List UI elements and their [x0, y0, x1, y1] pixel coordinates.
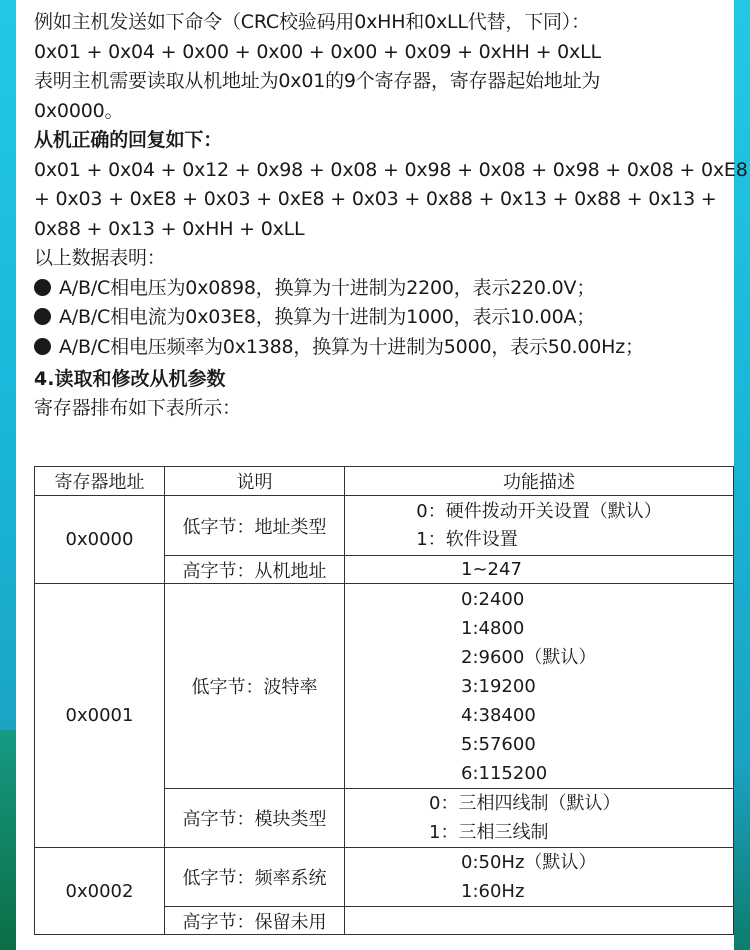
reply-line-3: 0x88 + 0x13 + 0xHH + 0xLL	[34, 217, 305, 240]
bullet-dot-icon	[34, 279, 51, 296]
document-card	[16, 0, 748, 950]
register-table	[34, 466, 734, 935]
reply-heading: 从机正确的回复如下：	[34, 129, 223, 151]
register-address: 0x0000	[35, 496, 165, 584]
register-description: 高字节：从机地址	[165, 556, 345, 584]
bullet-item: A/B/C相电压为0x0898，换算为十进制为2200，表示220.0V；	[34, 274, 722, 304]
register-description: 高字节：模块类型	[165, 789, 345, 848]
register-description: 低字节：地址类型	[165, 496, 345, 556]
register-address: 0x0001	[35, 584, 165, 848]
option-item: 1：三相三线制	[429, 822, 549, 843]
header-cell: 寄存器地址	[35, 467, 165, 496]
table-row	[35, 848, 734, 907]
header-cell: 说明	[165, 467, 345, 496]
option-item: 6:115200	[461, 762, 548, 784]
option-item: 4:38400	[461, 704, 536, 726]
table-row	[35, 496, 734, 556]
bullet-dot-icon	[34, 338, 51, 355]
register-description: 低字节：波特率	[165, 584, 345, 789]
section-title: 4.读取和修改从机参数	[34, 368, 226, 390]
option-item: 0：三相四线制（默认）	[429, 793, 621, 814]
option-item: 1~247	[461, 559, 522, 580]
table-header-row	[35, 467, 734, 496]
reply-line-2: + 0x03 + 0xE8 + 0x03 + 0xE8 + 0x03 + 0x88 + 0x13 + 0x88 + 0x13 +	[34, 188, 717, 210]
table-row	[35, 584, 734, 789]
intro-paragraph: 例如主机发送如下命令（CRC校验码用0xHH和0xLL代替，下同）：	[34, 11, 590, 33]
option-item: 0:50Hz（默认）	[461, 852, 597, 873]
bullet-item: A/B/C相电压频率为0x1388，换算为十进制为5000，表示50.00Hz；	[34, 333, 722, 363]
option-item: 1:60Hz	[461, 881, 525, 902]
bullet-dot-icon	[34, 308, 51, 325]
option-item: 3:19200	[461, 675, 536, 697]
command-bytes: 0x01 + 0x04 + 0x00 + 0x00 + 0x00 + 0x09 + 0xHH + 0xLL	[34, 40, 601, 63]
register-description: 高字节：保留未用	[165, 907, 345, 935]
option-item: 0：硬件拨动开关设置（默认）	[416, 500, 662, 522]
function-description	[345, 556, 734, 584]
option-item: 1：软件设置	[416, 528, 518, 550]
option-item: 0:2400	[461, 588, 525, 610]
register-address: 0x0002	[35, 848, 165, 935]
option-item: 2:9600（默认）	[461, 646, 597, 668]
bullet-item: A/B/C相电流为0x03E8，换算为十进制为1000，表示10.00A；	[34, 303, 722, 333]
function-description	[345, 496, 734, 556]
option-item: 1:4800	[461, 617, 525, 639]
function-description	[345, 907, 734, 935]
table-intro: 寄存器排布如下表所示：	[34, 397, 241, 419]
reply-line-1: 0x01 + 0x04 + 0x12 + 0x98 + 0x08 + 0x98 + 0x08 + 0x98 + 0x08 + 0xE8	[34, 158, 748, 181]
function-description	[345, 789, 734, 848]
option-item: 5:57600	[461, 733, 536, 755]
document-body	[34, 8, 748, 424]
function-description	[345, 848, 734, 907]
explain-line-1: 表明主机需要读取从机地址为0x01的9个寄存器，寄存器起始地址为	[34, 70, 601, 92]
function-description	[345, 584, 734, 789]
explain-line-2: 0x0000。	[34, 99, 124, 122]
data-shows-label: 以上数据表明：	[34, 247, 166, 269]
register-description: 低字节：频率系统	[165, 848, 345, 907]
header-cell: 功能描述	[345, 467, 734, 496]
